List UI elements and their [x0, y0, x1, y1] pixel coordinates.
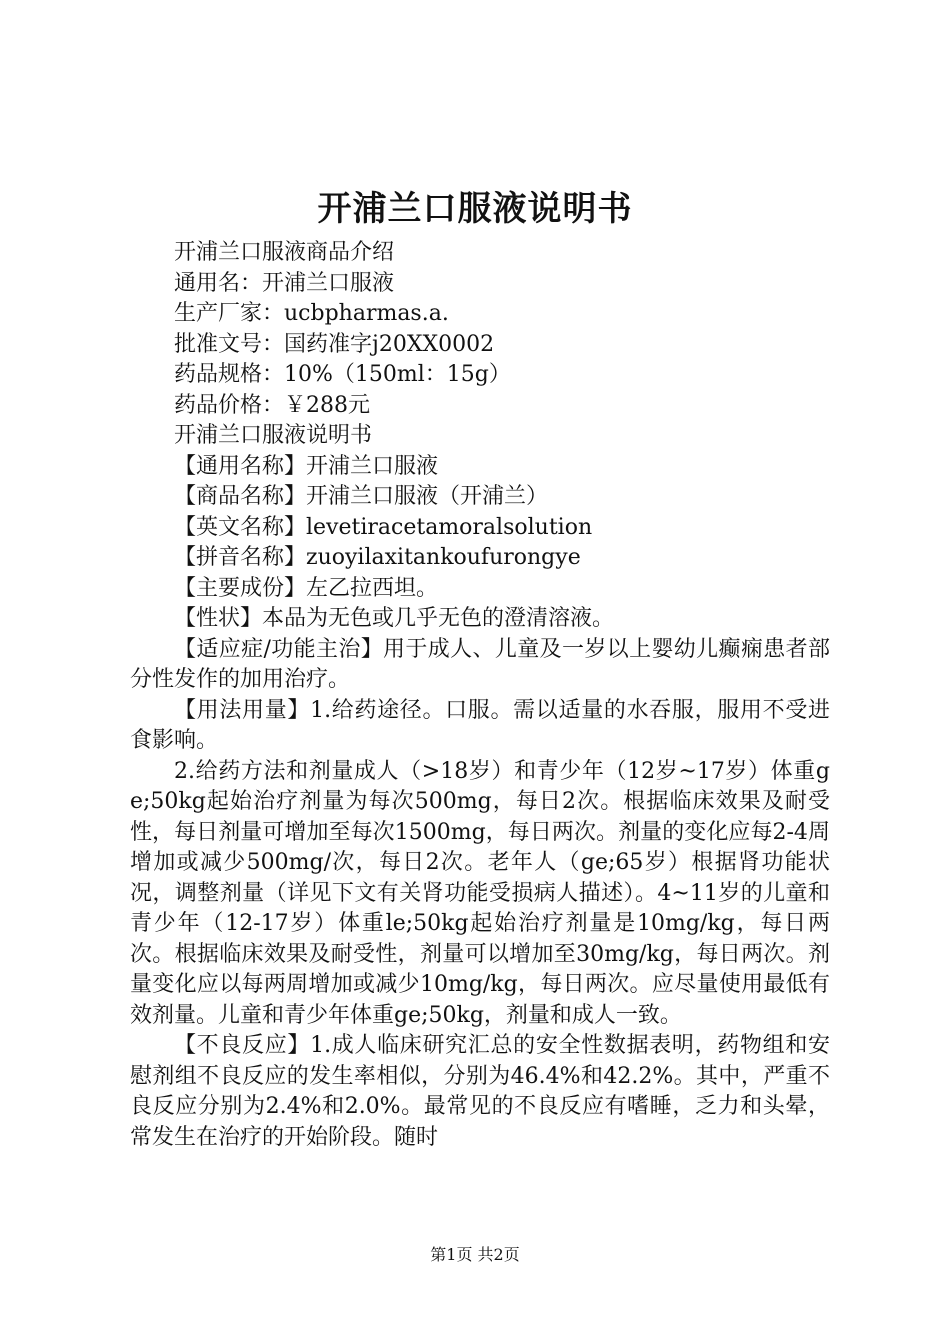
paragraph: 开浦兰口服液商品介绍	[174, 240, 395, 265]
paragraph: 批准文号：国药准字j20XX0002	[174, 331, 495, 357]
paragraph: 【不良反应】1.成人临床研究汇总的安全性数据表明，药物组和安慰剂组不良反应的发生率相似，分别为46.4%和42.2%。其中，严重不良反应分别为2.4%和2.0%。最常见的不良反应有嗜睡，乏力和头晕，常发生在治疗的开始阶段。随时	[130, 1033, 830, 1150]
paragraph: 【性状】本品为无色或几乎无色的澄清溶液。	[174, 606, 615, 631]
paragraph: 【用法用量】1.给药途径。口服。需以适量的水吞服，服用不受进食影响。	[130, 697, 830, 753]
paragraph: 药品规格：10%（150ml：15g）	[174, 362, 511, 387]
paragraph: 通用名：开浦兰口服液	[174, 270, 395, 296]
document-title: 开浦兰口服液说明书	[317, 189, 633, 229]
paragraph: 【通用名称】开浦兰口服液	[174, 453, 439, 479]
paragraph: 2.给药方法和剂量成人（>18岁）和青少年（12岁~17岁）体重ge;50kg起始治疗剂量为每次500mg，每日2次。根据临床效果及耐受性，每日剂量可增加至每次1500mg，每日两次。剂量的变化应每2-4周增加或减少500mg/次，每日2次。老年人（ge;65岁）根据肾功能状况，调整剂量（详见下文有关肾功能受损病人描述）。4~11岁的儿童和青少年（12-17岁）体重le;50kg起始治疗剂量是10mg/kg，每日两次。根据临床效果及耐受性，剂量可以增加至30mg/kg，每日两次。剂量变化应以每两周增加或减少10mg/kg，每日两次。应尽量使用最低有效剂量。儿童和青少年体重ge;50kg，剂量和成人一致。	[130, 758, 830, 1028]
paragraph: 【拼音名称】zuoyilaxitankoufurongye	[174, 545, 581, 570]
paragraph: 【适应症/功能主治】用于成人、儿童及一岁以上婴幼儿癫痫患者部分性发作的加用治疗。	[130, 636, 830, 692]
paragraph: 【英文名称】levetiracetamoralsolution	[174, 514, 593, 540]
paragraph: 【主要成份】左乙拉西坦。	[174, 575, 439, 601]
document-body	[130, 238, 830, 1153]
paragraph: 【商品名称】开浦兰口服液（开浦兰）	[174, 484, 549, 509]
paragraph: 开浦兰口服液说明书	[174, 423, 373, 448]
paragraph: 药品价格：￥288元	[174, 392, 370, 418]
page-footer: 第1页 共2页	[430, 1245, 520, 1264]
paragraph: 生产厂家：ucbpharmas.a.	[174, 301, 449, 326]
